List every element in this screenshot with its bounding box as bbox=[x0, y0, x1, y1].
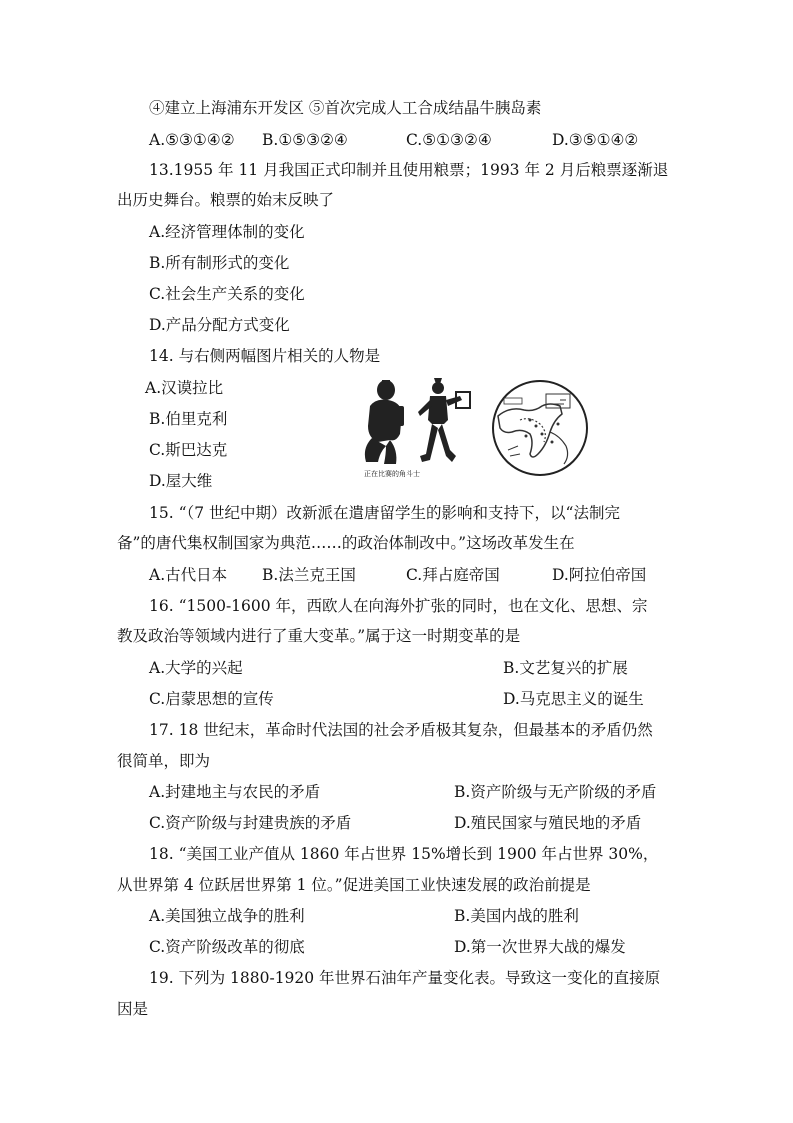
q16-option-b: B.文艺复兴的扩展 bbox=[503, 659, 628, 677]
q13-option-d: D.产品分配方式变化 bbox=[149, 316, 290, 334]
q16-option-d: D.马克思主义的诞生 bbox=[503, 690, 644, 708]
q17-option-d: D.殖民国家与殖民地的矛盾 bbox=[454, 814, 642, 832]
q13-option-b: B.所有制形式的变化 bbox=[149, 254, 290, 272]
q17-stem-cont: 很简单，即为 bbox=[117, 752, 211, 770]
q13-option-c: C.社会生产关系的变化 bbox=[149, 285, 305, 303]
q12-option-b: B.①⑤③②④ bbox=[262, 131, 348, 149]
q12-option-a: A.⑤③①④② bbox=[149, 131, 235, 149]
q18-stem-cont: 从世界第 4 位跃居世界第 1 位。”促进美国工业快速发展的政治前提是 bbox=[117, 876, 591, 894]
q16-stem-cont: 教及政治等领域内进行了重大变革。”属于这一时期变革的是 bbox=[117, 627, 521, 645]
q13-stem: 13.1955 年 11 月我国正式印制并且使用粮票；1993 年 2 月后粮票逐渐退 bbox=[149, 161, 669, 179]
q19-stem-cont: 因是 bbox=[117, 1000, 149, 1018]
q14-stem: 14. 与右侧两幅图片相关的人物是 bbox=[149, 347, 381, 365]
q18-option-b: B.美国内战的胜利 bbox=[454, 907, 579, 925]
q15-stem-cont: 备”的唐代集权制国家为典范……的政治体制改中。”这场改革发生在 bbox=[117, 534, 575, 552]
q16-option-c: C.启蒙思想的宣传 bbox=[149, 690, 274, 708]
map-icon bbox=[490, 376, 590, 480]
q14-option-a: A.汉谟拉比 bbox=[145, 379, 224, 397]
q19-stem: 19. 下列为 1880-1920 年世界石油年产量变化表。导致这一变化的直接原 bbox=[149, 969, 661, 987]
q16-stem: 16. “1500-1600 年，西欧人在向海外扩张的同时，也在文化、思想、宗 bbox=[149, 597, 648, 615]
q17-stem: 17. 18 世纪末，革命时代法国的社会矛盾极其复杂，但最基本的矛盾仍然 bbox=[149, 721, 653, 739]
gladiators-icon bbox=[356, 376, 476, 472]
q15-stem: 15. “（7 世纪中期）改新派在遣唐留学生的影响和支持下，以“法制完 bbox=[149, 504, 620, 522]
q12-items: ④建立上海浦东开发区 ⑤首次完成人工合成结晶牛胰岛素 bbox=[149, 99, 542, 117]
q18-stem: 18. “美国工业产值从 1860 年占世界 15%增长到 1900 年占世界 30%， bbox=[149, 845, 659, 863]
q13-stem-cont: 出历史舞台。粮票的始末反映了 bbox=[117, 191, 335, 209]
q17-option-b: B.资产阶级与无产阶级的矛盾 bbox=[454, 783, 657, 801]
q18-option-d: D.第一次世界大战的爆发 bbox=[454, 938, 626, 956]
q16-option-a: A.大学的兴起 bbox=[149, 659, 243, 677]
q15-option-b: B.法兰克王国 bbox=[262, 566, 356, 584]
q17-option-c: C.资产阶级与封建贵族的矛盾 bbox=[149, 814, 352, 832]
q15-option-a: A.古代日本 bbox=[149, 566, 228, 584]
q18-option-a: A.美国独立战争的胜利 bbox=[149, 907, 305, 925]
q15-option-d: D.阿拉伯帝国 bbox=[552, 566, 647, 584]
q14-option-c: C.斯巴达克 bbox=[149, 441, 228, 459]
q18-option-c: C.资产阶级改革的彻底 bbox=[149, 938, 305, 956]
q14-option-b: B.伯里克利 bbox=[149, 410, 228, 428]
figure-caption: 正在比赛的角斗士 bbox=[364, 470, 420, 478]
q17-option-a: A.封建地主与农民的矛盾 bbox=[149, 783, 321, 801]
q13-option-a: A.经济管理体制的变化 bbox=[149, 223, 305, 241]
q12-option-d: D.③⑤①④② bbox=[552, 131, 639, 149]
q12-option-c: C.⑤①③②④ bbox=[406, 131, 492, 149]
q14-option-d: D.屋大维 bbox=[149, 472, 213, 490]
q15-option-c: C.拜占庭帝国 bbox=[406, 566, 500, 584]
